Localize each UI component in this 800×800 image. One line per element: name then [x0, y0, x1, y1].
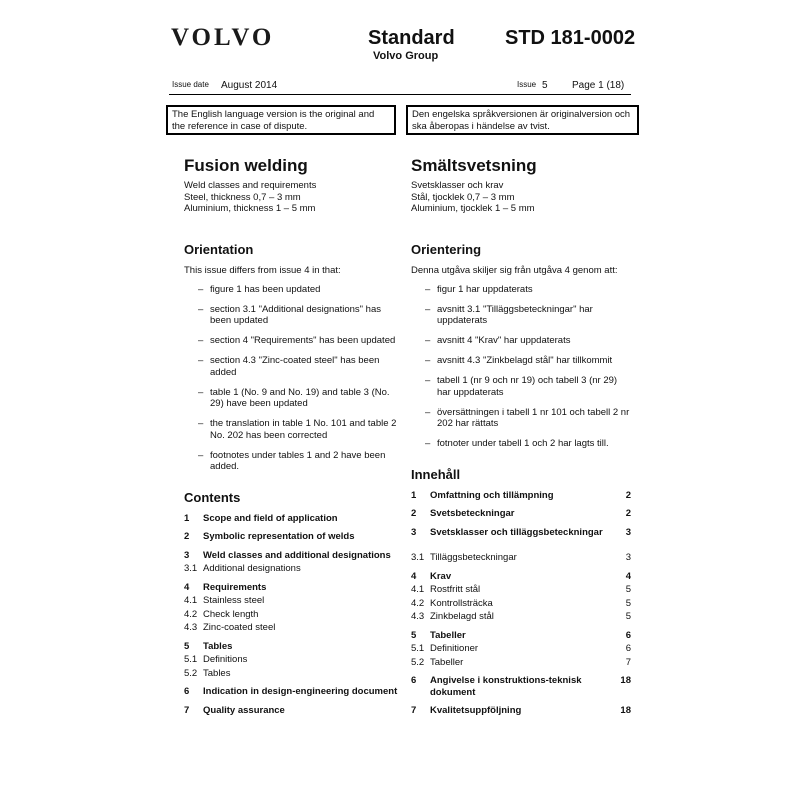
subtitle-line: Weld classes and requirements: [184, 180, 317, 191]
toc-entry: 2 Symbolic representation of welds: [184, 531, 355, 542]
issue-date: August 2014: [221, 80, 278, 91]
change-item: – section 4 "Requirements" has been updated: [198, 335, 396, 346]
notice-box-en: The English language version is the original and the reference in case of dispute.: [166, 105, 396, 135]
change-list-sv: [411, 284, 631, 450]
english-column: [184, 150, 399, 716]
title-sv: Smältsvetsning: [411, 156, 537, 175]
toc-entry: 5 Tables: [184, 640, 233, 652]
subtitle-sv: [411, 180, 631, 215]
toc-entry: 6 Angivelse i konstruktions-teknisk dokument 18: [411, 675, 631, 698]
orientation-heading-en: Orientation: [184, 241, 254, 257]
toc-entry: 5.2 Tabeller 7: [411, 656, 631, 668]
toc-entry: 3.1 Additional designations: [184, 563, 301, 574]
subtitle-line: Steel, thickness 0,7 – 3 mm: [184, 191, 301, 203]
change-item: – fotnoter under tabell 1 och 2 har lagts till.: [425, 438, 609, 449]
change-item: – avsnitt 3.1 "Tilläggsbeteckningar" har uppdaterats: [425, 303, 593, 326]
toc-entry: 4.3 Zinkbelagd stål 5: [411, 611, 631, 622]
toc-en: [184, 513, 399, 717]
notice-box-sv: Den engelska språkversionen är originalversion och ska åberopas i händelse av tvist.: [406, 105, 639, 135]
change-item: – section 3.1 "Additional designations" has been updated: [198, 303, 381, 326]
subtitle-line: Aluminium, tjocklek 1 – 5 mm: [411, 203, 535, 214]
toc-entry: 4.3 Zinc-coated steel: [184, 622, 276, 633]
document-owner: Volvo Group: [373, 50, 439, 62]
toc-entry: 5.1 Definitions: [184, 654, 248, 665]
issue-label: Issue: [517, 80, 537, 89]
toc-entry: 1 Omfattning och tillämpning 2: [411, 489, 631, 501]
toc-entry: 5.1 Definitioner 6: [411, 643, 631, 654]
issue-number: 5: [542, 80, 548, 91]
change-item: – avsnitt 4.3 "Zinkbelagd stål" har tillkommit: [425, 355, 613, 366]
swedish-column: [411, 150, 631, 717]
toc-entry: 7 Quality assurance: [184, 704, 285, 716]
change-item: – table 1 (No. 9 and No. 19) and table 3 (No. 29) have been updated: [198, 386, 390, 409]
toc-entry: 6 Indication in design-engineering document: [184, 686, 398, 697]
toc-entry: 2 Svetsbeteckningar 2: [411, 508, 631, 519]
toc-sv: [411, 490, 631, 717]
subtitle-en: [184, 180, 399, 215]
contents-heading-en: Contents: [184, 489, 241, 505]
document-type: Standard: [368, 27, 455, 49]
orientation-intro-sv: Denna utgåva skiljer sig från utgåva 4 genom att:: [411, 264, 618, 276]
toc-entry: 4 Requirements: [184, 581, 267, 593]
toc-entry: 3 Weld classes and additional designations: [184, 549, 391, 561]
toc-entry: 7 Kvalitetsuppföljning 18: [411, 705, 631, 716]
change-item: – figure 1 has been updated: [198, 283, 321, 295]
change-item: – figur 1 har uppdaterats: [425, 283, 533, 295]
change-item: – section 4.3 "Zinc-coated steel" has been added: [198, 355, 380, 378]
toc-entry: 1 Scope and field of application: [184, 512, 338, 524]
header-divider: [169, 94, 631, 95]
toc-entry: 4.1 Rostfritt stål 5: [411, 584, 631, 595]
issue-date-label: Issue date: [172, 80, 209, 89]
subtitle-line: Stål, tjocklek 0,7 – 3 mm: [411, 191, 515, 203]
toc-entry: 4.1 Stainless steel: [184, 595, 265, 606]
title-en: Fusion welding: [184, 156, 308, 175]
change-item: – avsnitt 4 "Krav" har uppdaterats: [425, 335, 571, 346]
toc-entry: 5.2 Tables: [184, 667, 231, 679]
toc-entry: 4.2 Kontrollsträcka 5: [411, 597, 631, 609]
volvo-logo: VOLVO: [171, 24, 275, 51]
toc-entry: 3.1 Tilläggsbeteckningar 3: [411, 552, 631, 563]
toc-entry: 4 Krav 4: [411, 570, 631, 582]
subtitle-line: Svetsklasser och krav: [411, 180, 504, 191]
page-number: Page 1 (18): [572, 80, 625, 91]
change-list-en: [184, 284, 399, 473]
orientation-heading-sv: Orientering: [411, 241, 482, 257]
change-item: – footnotes under tables 1 and 2 have been added.: [198, 449, 386, 472]
toc-entry: 4.2 Check length: [184, 608, 259, 620]
contents-heading-sv: Innehåll: [411, 466, 461, 482]
subtitle-line: Aluminium, thickness 1 – 5 mm: [184, 203, 316, 214]
standard-number: STD 181-0002: [505, 27, 636, 49]
orientation-intro-en: This issue differs from issue 4 in that:: [184, 264, 341, 276]
change-item: – the translation in table 1 No. 101 and table 2 No. 202 has been corrected: [198, 418, 397, 441]
toc-entry: 3 Svetsklasser och tilläggsbeteckningar 3: [411, 526, 631, 538]
change-item: – tabell 1 (nr 9 och nr 19) och tabell 3 (nr 29) har uppdaterats: [425, 375, 618, 398]
change-item: – översättningen i tabell 1 nr 101 och tabell 2 nr 202 har rättats: [425, 406, 630, 429]
toc-entry: 5 Tabeller 6: [411, 629, 631, 641]
